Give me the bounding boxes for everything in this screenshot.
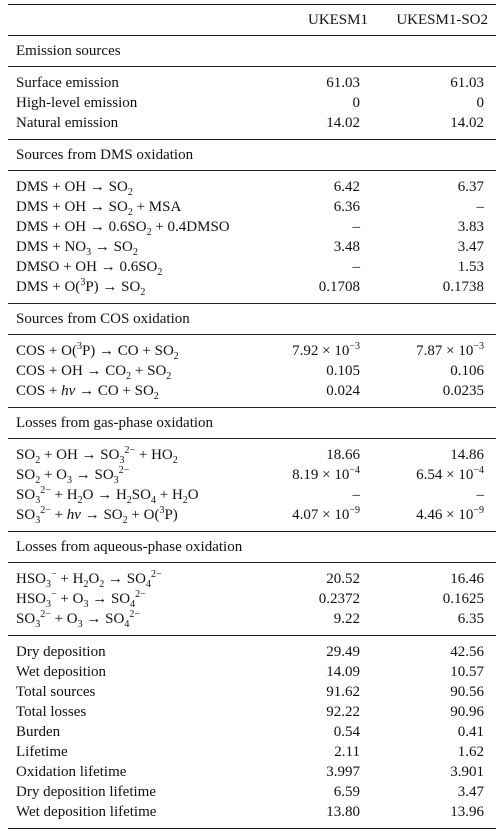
table-row <box>8 465 496 485</box>
value-ukesm1: 6.42 <box>333 179 360 195</box>
row-label: $SO_2 + O_3 \to SO_3^{2-}$ <box>16 465 130 486</box>
value-ukesm1: – <box>352 487 360 503</box>
value-ukesm1: 29.49 <box>326 644 360 660</box>
row-label: DMS + OH → $SO_2$ + MSA <box>16 199 182 218</box>
value-ukesm1-so2: 90.96 <box>450 704 484 720</box>
value-ukesm1: 0.1708 <box>318 279 360 295</box>
row-label: $SO_3^{2-} + O_3 \to SO_4^{2-}$ <box>16 609 140 630</box>
value-ukesm1-so2: 0.1625 <box>442 591 484 607</box>
table-row <box>8 569 496 589</box>
table-body <box>8 35 496 829</box>
table-row <box>8 802 496 822</box>
section-title <box>8 532 496 562</box>
value-ukesm1-so2: $4.46 \times 10^{-9}$ <box>416 505 484 523</box>
value-ukesm1-so2: 1.53 <box>457 259 484 275</box>
table-row <box>8 485 496 505</box>
value-ukesm1-so2: 14.86 <box>450 447 484 463</box>
table-row <box>8 505 496 525</box>
table-row <box>8 682 496 702</box>
value-ukesm1: 0.54 <box>333 724 360 740</box>
row-label: DMS + OH → $0.6SO_2$ + 0.4DMSO <box>16 219 230 238</box>
value-ukesm1-so2: 61.03 <box>450 75 484 91</box>
table-row <box>8 237 496 257</box>
row-label: Oxidation lifetime <box>16 764 127 780</box>
table-bottom-rule <box>8 828 496 829</box>
table-row <box>8 662 496 682</box>
table-row <box>8 762 496 782</box>
section-title <box>8 304 496 334</box>
value-ukesm1: – <box>352 259 360 275</box>
value-ukesm1: 0.105 <box>326 363 360 379</box>
value-ukesm1: $8.19 \times 10^{-4}$ <box>292 465 360 483</box>
section-title <box>8 408 496 438</box>
table-row <box>8 217 496 237</box>
value-ukesm1-so2: 90.56 <box>450 684 484 700</box>
row-label: $SO_2$ + OH → $SO_3^{2-} + HO_2$ <box>16 445 178 466</box>
row-label: $SO_3^{2-} + H_2O \to H_2SO_4 + H_2O$ <box>16 485 199 506</box>
value-ukesm1: 0 <box>352 95 360 111</box>
row-label: Natural emission <box>16 115 119 131</box>
table-row <box>8 277 496 297</box>
table-row <box>8 361 496 381</box>
section-title-text: Losses from aqueous-phase oxidation <box>16 539 243 555</box>
value-ukesm1-so2: 3.47 <box>457 239 484 255</box>
value-ukesm1-so2: 0.106 <box>450 363 484 379</box>
section-title-text: Sources from COS oxidation <box>16 311 190 327</box>
row-label: COS + OH → $CO_2 + SO_2$ <box>16 363 172 382</box>
table-row <box>8 589 496 609</box>
value-ukesm1: 91.62 <box>326 684 360 700</box>
column-header-ukesm1: UKESM1 <box>307 12 368 28</box>
row-label: $SO_3^{2-}$ + hv → $SO_2 + O(^3P)$ <box>16 505 178 526</box>
value-ukesm1: 0.2372 <box>318 591 360 607</box>
row-label: Total sources <box>16 684 96 700</box>
value-ukesm1-so2: 10.57 <box>450 664 484 680</box>
row-label: COS + O($^3$P) → CO + $SO_2$ <box>16 341 179 362</box>
value-ukesm1: 9.22 <box>333 611 360 627</box>
row-label: High-level emission <box>16 95 138 111</box>
table-header <box>8 5 496 35</box>
value-ukesm1-so2: 6.37 <box>457 179 484 195</box>
table-row <box>8 609 496 629</box>
section-title <box>8 140 496 170</box>
value-ukesm1-so2: – <box>476 487 484 503</box>
value-ukesm1: 0.024 <box>326 383 360 399</box>
table-row <box>8 113 496 133</box>
row-label: DMS + $NO_3 \to SO_2$ <box>16 239 138 258</box>
value-ukesm1: 2.11 <box>334 744 360 760</box>
row-label: Dry deposition lifetime <box>16 784 156 800</box>
value-ukesm1-so2: 3.83 <box>457 219 484 235</box>
value-ukesm1-so2: 13.96 <box>450 804 484 820</box>
row-label: Lifetime <box>16 744 68 760</box>
value-ukesm1-so2: $7.87 \times 10^{-3}$ <box>416 341 484 359</box>
table-row <box>8 177 496 197</box>
row-label: DMS + $O(^3P) \to SO_2$ <box>16 277 146 298</box>
value-ukesm1-so2: 0.1738 <box>442 279 484 295</box>
row-label: DMSO + OH → $0.6SO_2$ <box>16 259 163 278</box>
row-label: Surface emission <box>16 75 119 91</box>
table-row <box>8 341 496 361</box>
value-ukesm1: 3.48 <box>333 239 360 255</box>
row-label: $HSO_3^- + H_2O_2 \to SO_4^{2-}$ <box>16 569 162 590</box>
value-ukesm1: 20.52 <box>326 571 360 587</box>
value-ukesm1-so2: 1.62 <box>457 744 484 760</box>
table-row <box>8 381 496 401</box>
value-ukesm1: 14.02 <box>326 115 360 131</box>
value-ukesm1: $7.92 \times 10^{-3}$ <box>292 341 360 359</box>
table-row <box>8 722 496 742</box>
value-ukesm1: 6.59 <box>333 784 360 800</box>
value-ukesm1-so2: $6.54 \times 10^{-4}$ <box>416 465 484 483</box>
table-row <box>8 197 496 217</box>
value-ukesm1: 14.09 <box>326 664 360 680</box>
value-ukesm1-so2: 3.47 <box>457 784 484 800</box>
table-row <box>8 742 496 762</box>
value-ukesm1: – <box>352 219 360 235</box>
table-row <box>8 73 496 93</box>
value-ukesm1: $4.07 \times 10^{-9}$ <box>292 505 360 523</box>
value-ukesm1: 92.22 <box>326 704 360 720</box>
table-row <box>8 642 496 662</box>
value-ukesm1-so2: 0.41 <box>457 724 484 740</box>
section-title-text: Emission sources <box>16 43 121 59</box>
table-row <box>8 782 496 802</box>
value-ukesm1-so2: 16.46 <box>450 571 484 587</box>
row-label: Wet deposition lifetime <box>16 804 157 820</box>
table-row <box>8 445 496 465</box>
table-row <box>8 702 496 722</box>
value-ukesm1: 6.36 <box>333 199 360 215</box>
table-row <box>8 257 496 277</box>
section-title <box>8 36 496 66</box>
row-label: Wet deposition <box>16 664 107 680</box>
value-ukesm1-so2: 14.02 <box>450 115 484 131</box>
budget-table <box>8 4 496 829</box>
row-label: Total losses <box>16 704 87 720</box>
row-label: COS + hv → CO + $SO_2$ <box>16 383 159 402</box>
value-ukesm1-so2: 3.901 <box>450 764 484 780</box>
value-ukesm1-so2: – <box>476 199 484 215</box>
value-ukesm1: 3.997 <box>326 764 360 780</box>
row-label: DMS + OH → $SO_2$ <box>16 179 133 198</box>
row-label: Burden <box>16 724 61 740</box>
value-ukesm1-so2: 0.0235 <box>442 383 484 399</box>
value-ukesm1-so2: 42.56 <box>450 644 484 660</box>
section-title-text: Losses from gas-phase oxidation <box>16 415 214 431</box>
row-label: $HSO_3^- + O_3 \to SO_4^{2-}$ <box>16 589 146 610</box>
value-ukesm1-so2: 0 <box>476 95 484 111</box>
row-label: Dry deposition <box>16 644 106 660</box>
value-ukesm1: 13.80 <box>326 804 360 820</box>
column-header-ukesm1-so2: UKESM1-SO2 <box>396 12 488 28</box>
value-ukesm1-so2: 6.35 <box>457 611 484 627</box>
section-title-text: Sources from DMS oxidation <box>16 147 194 163</box>
value-ukesm1: 18.66 <box>326 447 360 463</box>
table-row <box>8 93 496 113</box>
value-ukesm1: 61.03 <box>326 75 360 91</box>
